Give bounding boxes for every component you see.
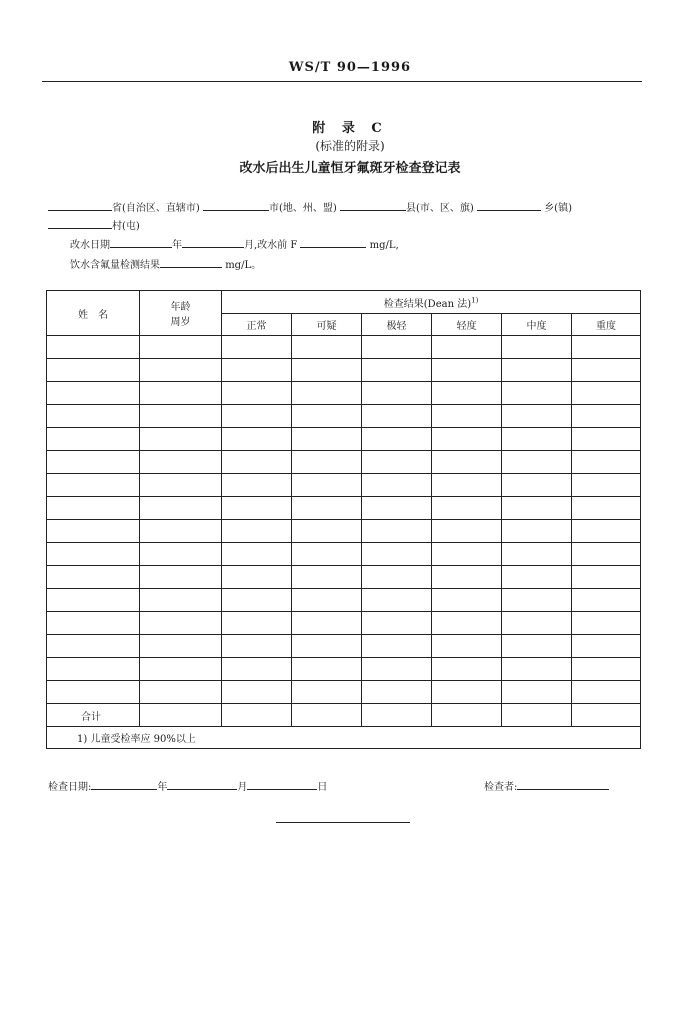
normal-cell[interactable]	[222, 635, 292, 658]
name-cell[interactable]	[47, 589, 140, 612]
name-cell[interactable]	[47, 336, 140, 359]
questionable-cell[interactable]	[292, 612, 362, 635]
mild-cell[interactable]	[432, 520, 502, 543]
severe-cell[interactable]	[572, 658, 641, 681]
age-cell[interactable]	[140, 451, 222, 474]
name-cell[interactable]	[47, 359, 140, 382]
age-cell[interactable]	[140, 382, 222, 405]
severe-cell[interactable]	[572, 612, 641, 635]
age-unit-label: 周岁	[170, 317, 191, 328]
name-cell[interactable]	[47, 658, 140, 681]
severe-cell[interactable]	[572, 382, 641, 405]
very-mild-cell[interactable]	[362, 474, 432, 497]
mild-cell[interactable]	[432, 451, 502, 474]
check-year-label: 年	[157, 782, 168, 793]
mild-cell[interactable]	[432, 474, 502, 497]
name-cell[interactable]	[47, 612, 140, 635]
result-header-label: 检查结果(Dean 法)	[383, 298, 472, 310]
moderate-cell[interactable]	[502, 428, 572, 451]
check-date-label: 检查日期:	[48, 782, 92, 793]
township-label: 乡(镇)	[544, 203, 572, 214]
normal-cell[interactable]	[222, 681, 292, 704]
age-cell[interactable]	[140, 336, 222, 359]
year-label: 年	[172, 240, 182, 251]
age-cell[interactable]	[140, 681, 222, 704]
questionable-cell[interactable]	[292, 566, 362, 589]
name-cell[interactable]	[47, 382, 140, 405]
table-row	[47, 405, 641, 428]
very-mild-cell[interactable]	[362, 543, 432, 566]
table-row	[47, 428, 641, 451]
mild-cell[interactable]	[432, 359, 502, 382]
check-month-label: 月	[237, 782, 248, 793]
county-label: 县(市、区、旗)	[406, 203, 474, 214]
normal-cell[interactable]	[222, 543, 292, 566]
fluoride-result-label: 饮水含氟量检测结果	[70, 260, 160, 271]
water-change-line	[70, 236, 399, 251]
age-cell[interactable]	[140, 428, 222, 451]
total-label: 合计	[47, 704, 140, 727]
col-questionable: 可疑	[292, 314, 362, 336]
province-blank[interactable]	[48, 200, 112, 211]
table-row	[47, 566, 641, 589]
name-cell[interactable]	[47, 497, 140, 520]
col-very-mild: 极轻	[362, 314, 432, 336]
age-cell[interactable]	[140, 405, 222, 428]
very-mild-cell[interactable]	[362, 520, 432, 543]
moderate-cell[interactable]	[502, 359, 572, 382]
very-mild-cell[interactable]	[362, 359, 432, 382]
normal-cell[interactable]	[222, 520, 292, 543]
table-row	[47, 359, 641, 382]
mild-cell[interactable]	[432, 543, 502, 566]
table-row	[47, 336, 641, 359]
questionable-cell[interactable]	[292, 520, 362, 543]
questionable-cell[interactable]	[292, 681, 362, 704]
month-pre-f-label: 月,改水前 F	[244, 240, 298, 251]
check-day-label: 日	[317, 782, 328, 793]
total-normal-cell[interactable]	[222, 704, 292, 727]
very-mild-cell[interactable]	[362, 612, 432, 635]
table-row	[47, 589, 641, 612]
table-row	[47, 451, 641, 474]
moderate-cell[interactable]	[502, 382, 572, 405]
normal-cell[interactable]	[222, 382, 292, 405]
name-cell[interactable]	[47, 566, 140, 589]
check-year-blank[interactable]	[91, 779, 157, 790]
fluoride-line	[70, 256, 261, 271]
footer-date-line	[48, 778, 327, 793]
questionable-cell[interactable]	[292, 451, 362, 474]
col-severe: 重度	[572, 314, 641, 336]
very-mild-cell[interactable]	[362, 382, 432, 405]
normal-cell[interactable]	[222, 428, 292, 451]
age-cell[interactable]	[140, 474, 222, 497]
age-label: 年龄	[170, 302, 191, 313]
questionable-cell[interactable]	[292, 336, 362, 359]
very-mild-cell[interactable]	[362, 658, 432, 681]
severe-cell[interactable]	[572, 336, 641, 359]
questionable-cell[interactable]	[292, 405, 362, 428]
age-cell[interactable]	[140, 520, 222, 543]
very-mild-cell[interactable]	[362, 336, 432, 359]
name-cell[interactable]	[47, 474, 140, 497]
questionable-cell[interactable]	[292, 474, 362, 497]
moderate-cell[interactable]	[502, 451, 572, 474]
questionable-cell[interactable]	[292, 428, 362, 451]
severe-cell[interactable]	[572, 428, 641, 451]
normal-cell[interactable]	[222, 336, 292, 359]
total-moderate-cell[interactable]	[502, 704, 572, 727]
name-cell[interactable]	[47, 451, 140, 474]
name-cell[interactable]	[47, 681, 140, 704]
moderate-cell[interactable]	[502, 543, 572, 566]
age-column-header	[140, 291, 222, 336]
mild-cell[interactable]	[432, 428, 502, 451]
table-row	[47, 474, 641, 497]
footer-inspector-line	[484, 778, 609, 793]
normal-cell[interactable]	[222, 497, 292, 520]
fluoride-blank[interactable]	[160, 257, 222, 268]
age-cell[interactable]	[140, 612, 222, 635]
severe-cell[interactable]	[572, 681, 641, 704]
mild-cell[interactable]	[432, 382, 502, 405]
water-change-year-blank[interactable]	[110, 237, 172, 248]
mild-cell[interactable]	[432, 612, 502, 635]
normal-cell[interactable]	[222, 612, 292, 635]
age-cell[interactable]	[140, 635, 222, 658]
normal-cell[interactable]	[222, 451, 292, 474]
very-mild-cell[interactable]	[362, 497, 432, 520]
severe-cell[interactable]	[572, 405, 641, 428]
registration-table	[46, 290, 641, 749]
footnote-marker: 1)	[471, 296, 479, 305]
appendix-type: (标准的附录)	[315, 139, 385, 153]
questionable-cell[interactable]	[292, 635, 362, 658]
moderate-cell[interactable]	[502, 589, 572, 612]
note-row	[47, 727, 641, 749]
severe-cell[interactable]	[572, 451, 641, 474]
severe-cell[interactable]	[572, 635, 641, 658]
questionable-cell[interactable]	[292, 589, 362, 612]
name-cell[interactable]	[47, 428, 140, 451]
table-row	[47, 681, 641, 704]
moderate-cell[interactable]	[502, 566, 572, 589]
table-row	[47, 635, 641, 658]
end-rule	[276, 822, 410, 823]
total-very-mild-cell[interactable]	[362, 704, 432, 727]
header-rule	[42, 81, 642, 82]
mild-cell[interactable]	[432, 589, 502, 612]
questionable-cell[interactable]	[292, 543, 362, 566]
county-blank[interactable]	[340, 200, 406, 211]
check-month-blank[interactable]	[167, 779, 237, 790]
mild-cell[interactable]	[432, 635, 502, 658]
questionable-cell[interactable]	[292, 658, 362, 681]
unit-label: mg/L,	[369, 240, 399, 251]
name-cell[interactable]	[47, 635, 140, 658]
name-cell[interactable]	[47, 543, 140, 566]
appendix-title: 附 录 C	[312, 121, 388, 136]
normal-cell[interactable]	[222, 359, 292, 382]
table-row	[47, 382, 641, 405]
normal-cell[interactable]	[222, 474, 292, 497]
total-severe-cell[interactable]	[572, 704, 641, 727]
normal-cell[interactable]	[222, 405, 292, 428]
very-mild-cell[interactable]	[362, 451, 432, 474]
village-line	[48, 217, 140, 232]
mild-cell[interactable]	[432, 336, 502, 359]
mild-cell[interactable]	[432, 566, 502, 589]
very-mild-cell[interactable]	[362, 428, 432, 451]
table-row	[47, 497, 641, 520]
moderate-cell[interactable]	[502, 520, 572, 543]
total-age-cell[interactable]	[140, 704, 222, 727]
city-label: 市(地、州、盟)	[269, 203, 337, 214]
total-mild-cell[interactable]	[432, 704, 502, 727]
normal-cell[interactable]	[222, 589, 292, 612]
check-day-blank[interactable]	[247, 779, 317, 790]
water-change-date-label: 改水日期	[70, 240, 110, 251]
moderate-cell[interactable]	[502, 405, 572, 428]
age-cell[interactable]	[140, 566, 222, 589]
age-cell[interactable]	[140, 658, 222, 681]
mild-cell[interactable]	[432, 658, 502, 681]
age-cell[interactable]	[140, 497, 222, 520]
severe-cell[interactable]	[572, 589, 641, 612]
questionable-cell[interactable]	[292, 359, 362, 382]
col-moderate: 中度	[502, 314, 572, 336]
table-row	[47, 612, 641, 635]
total-row	[47, 704, 641, 727]
village-blank[interactable]	[48, 218, 112, 229]
normal-cell[interactable]	[222, 658, 292, 681]
township-blank[interactable]	[477, 200, 541, 211]
table-row	[47, 543, 641, 566]
moderate-cell[interactable]	[502, 658, 572, 681]
moderate-cell[interactable]	[502, 635, 572, 658]
severe-cell[interactable]	[572, 543, 641, 566]
very-mild-cell[interactable]	[362, 566, 432, 589]
questionable-cell[interactable]	[292, 497, 362, 520]
moderate-cell[interactable]	[502, 336, 572, 359]
moderate-cell[interactable]	[502, 474, 572, 497]
name-column-header: 姓 名	[47, 291, 140, 336]
age-cell[interactable]	[140, 543, 222, 566]
moderate-cell[interactable]	[502, 681, 572, 704]
table-row	[47, 658, 641, 681]
mild-cell[interactable]	[432, 681, 502, 704]
severe-cell[interactable]	[572, 474, 641, 497]
age-cell[interactable]	[140, 589, 222, 612]
very-mild-cell[interactable]	[362, 681, 432, 704]
col-normal: 正常	[222, 314, 292, 336]
very-mild-cell[interactable]	[362, 589, 432, 612]
very-mild-cell[interactable]	[362, 405, 432, 428]
form-title: 改水后出生儿童恒牙氟斑牙检查登记表	[239, 161, 461, 176]
inspector-label: 检查者:	[484, 782, 518, 793]
moderate-cell[interactable]	[502, 612, 572, 635]
severe-cell[interactable]	[572, 497, 641, 520]
village-label: 村(屯)	[112, 221, 140, 232]
questionable-cell[interactable]	[292, 382, 362, 405]
moderate-cell[interactable]	[502, 497, 572, 520]
table-row	[47, 520, 641, 543]
province-label: 省(自治区、直辖市)	[112, 203, 200, 214]
severe-cell[interactable]	[572, 566, 641, 589]
name-cell[interactable]	[47, 520, 140, 543]
standard-code: WS/T 90—1996	[288, 60, 412, 75]
inspector-blank[interactable]	[517, 779, 609, 790]
unit-label: mg/L。	[225, 260, 262, 271]
pre-f-blank[interactable]	[300, 237, 366, 248]
severe-cell[interactable]	[572, 520, 641, 543]
normal-cell[interactable]	[222, 566, 292, 589]
very-mild-cell[interactable]	[362, 635, 432, 658]
result-group-header	[222, 291, 641, 314]
city-blank[interactable]	[203, 200, 269, 211]
name-cell[interactable]	[47, 405, 140, 428]
severe-cell[interactable]	[572, 359, 641, 382]
footnote: 1) 儿童受检率应 90%以上	[47, 727, 641, 749]
age-cell[interactable]	[140, 359, 222, 382]
mild-cell[interactable]	[432, 497, 502, 520]
mild-cell[interactable]	[432, 405, 502, 428]
location-line	[48, 199, 572, 214]
water-change-month-blank[interactable]	[182, 237, 244, 248]
total-questionable-cell[interactable]	[292, 704, 362, 727]
col-mild: 轻度	[432, 314, 502, 336]
